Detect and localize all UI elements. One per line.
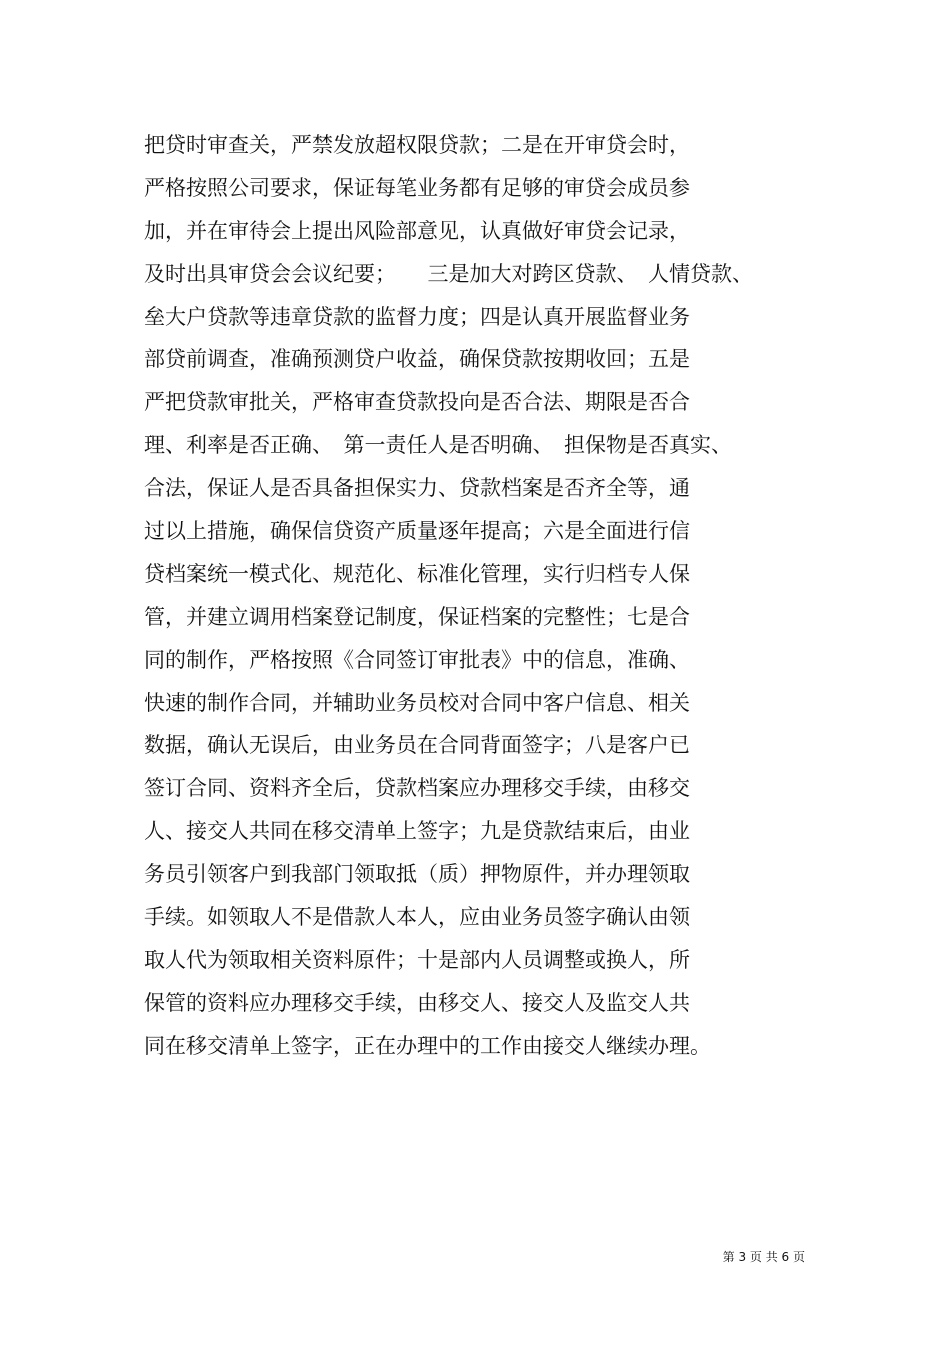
text-line: 垒大户贷款等违章贷款的监督力度；四是认真开展监督业务 [144,304,690,329]
text-line: 签订合同、资料齐全后，贷款档案应办理移交手续，由移交 [144,776,690,801]
text-line: 理、利率是否正确、 第一责任人是否明确、 担保物是否真实、 [144,433,732,458]
text-line: 部贷前调查，准确预测贷户收益，确保贷款按期收回；五是 [144,347,690,372]
text-line: 快速的制作合同，并辅助业务员校对合同中客户信息、相关 [144,690,690,715]
text-line: 把贷时审查关，严禁发放超权限贷款；二是在开审贷会时， [144,133,690,157]
text-line: 数据，确认无误后，由业务员在合同背面签字；八是客户已 [144,733,690,758]
text-line: 务员引领客户到我部门领取抵（质）押物原件，并办理领取 [144,862,690,887]
text-line: 保管的资料应办理移交手续，由移交人、接交人及监交人共 [144,990,690,1015]
text-line: 同在移交清单上签字，正在办理中的工作由接交人继续办理。 [144,1033,711,1058]
text-line: 严格按照公司要求，保证每笔业务都有足够的审贷会成员参 [144,175,690,200]
text-line: 加，并在审待会上提出风险部意见，认真做好审贷会记录， [144,218,690,243]
text-line: 手续。如领取人不是借款人本人，应由业务员签字确认由领 [144,905,690,930]
text-line: 管，并建立调用档案登记制度，保证档案的完整性；七是合 [144,604,690,629]
text-line: 同的制作，严格按照《合同签订审批表》中的信息，准确、 [144,647,690,672]
text-line: 及时出具审贷会会议纪要； 三是加大对跨区贷款、 人情贷款、 [144,261,753,286]
text-line: 严把贷款审批关，严格审查贷款投向是否合法、期限是否合 [144,390,690,415]
text-line: 取人代为领取相关资料原件；十是部内人员调整或换人，所 [144,947,690,972]
text-line: 过以上措施，确保信贷资产质量逐年提高；六是全面进行信 [144,519,690,544]
text-line: 贷档案统一模式化、规范化、标准化管理，实行归档专人保 [144,561,690,586]
body-text [144,124,844,1068]
page-number-footer: 第 3 页 共 6 页 [722,1250,805,1264]
text-line: 合法，保证人是否具备担保实力、贷款档案是否齐全等，通 [144,476,690,501]
text-line: 人、接交人共同在移交清单上签字；九是贷款结束后，由业 [144,819,690,844]
